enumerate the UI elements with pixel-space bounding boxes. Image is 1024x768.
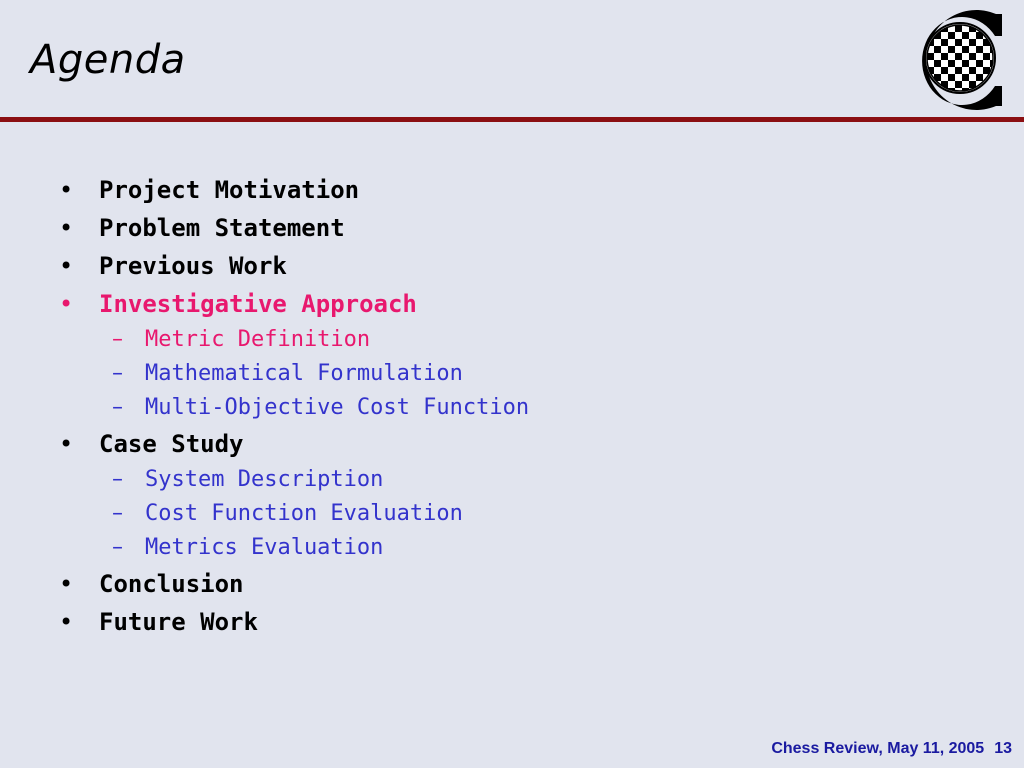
bullet-icon: •	[59, 430, 74, 458]
agenda-item	[0, 285, 1024, 323]
agenda-subitem-label: System Description	[145, 467, 384, 492]
bullet-icon: •	[59, 214, 74, 242]
agenda-subitem	[0, 357, 1024, 391]
agenda-list	[0, 171, 1024, 641]
agenda-subitem	[0, 391, 1024, 425]
agenda-subitem	[0, 531, 1024, 565]
slide-title: Agenda	[30, 37, 186, 83]
dash-bullet-icon: –	[112, 361, 123, 386]
agenda-item-label: Project Motivation	[99, 176, 360, 204]
agenda-subitem-label: Cost Function Evaluation	[145, 501, 463, 526]
agenda-item	[0, 603, 1024, 641]
agenda-item-label: Future Work	[99, 608, 258, 636]
agenda-subitem	[0, 497, 1024, 531]
agenda-subitem	[0, 463, 1024, 497]
bullet-icon: •	[59, 176, 74, 204]
agenda-item	[0, 209, 1024, 247]
chess-center-logo-icon	[894, 8, 1014, 112]
agenda-subitem	[0, 323, 1024, 357]
page-number: 13	[994, 740, 1012, 757]
dash-bullet-icon: –	[112, 501, 123, 526]
agenda-subitem-label: Metrics Evaluation	[145, 535, 384, 560]
agenda-item-label: Conclusion	[99, 570, 244, 598]
bullet-icon: •	[59, 252, 74, 280]
bullet-icon: •	[59, 290, 74, 318]
title-divider	[0, 117, 1024, 122]
agenda-item	[0, 247, 1024, 285]
agenda-item-label: Case Study	[99, 430, 244, 458]
footer-text: Chess Review, May 11, 2005	[771, 740, 985, 757]
bullet-icon: •	[59, 570, 74, 598]
agenda-item-label: Previous Work	[99, 252, 287, 280]
agenda-item	[0, 565, 1024, 603]
agenda-subitem-label: Mathematical Formulation	[145, 361, 463, 386]
agenda-subitem-label: Metric Definition	[145, 327, 371, 352]
dash-bullet-icon: –	[112, 535, 123, 560]
slide-footer	[771, 740, 1012, 758]
dash-bullet-icon: –	[112, 467, 123, 492]
bullet-icon: •	[59, 608, 74, 636]
agenda-item	[0, 171, 1024, 209]
agenda-subitem-label: Multi-Objective Cost Function	[145, 395, 530, 420]
dash-bullet-icon: –	[112, 327, 123, 352]
agenda-item-label: Investigative Approach	[99, 290, 417, 318]
agenda-item	[0, 425, 1024, 463]
dash-bullet-icon: –	[112, 395, 123, 420]
agenda-item-label: Problem Statement	[99, 214, 345, 242]
